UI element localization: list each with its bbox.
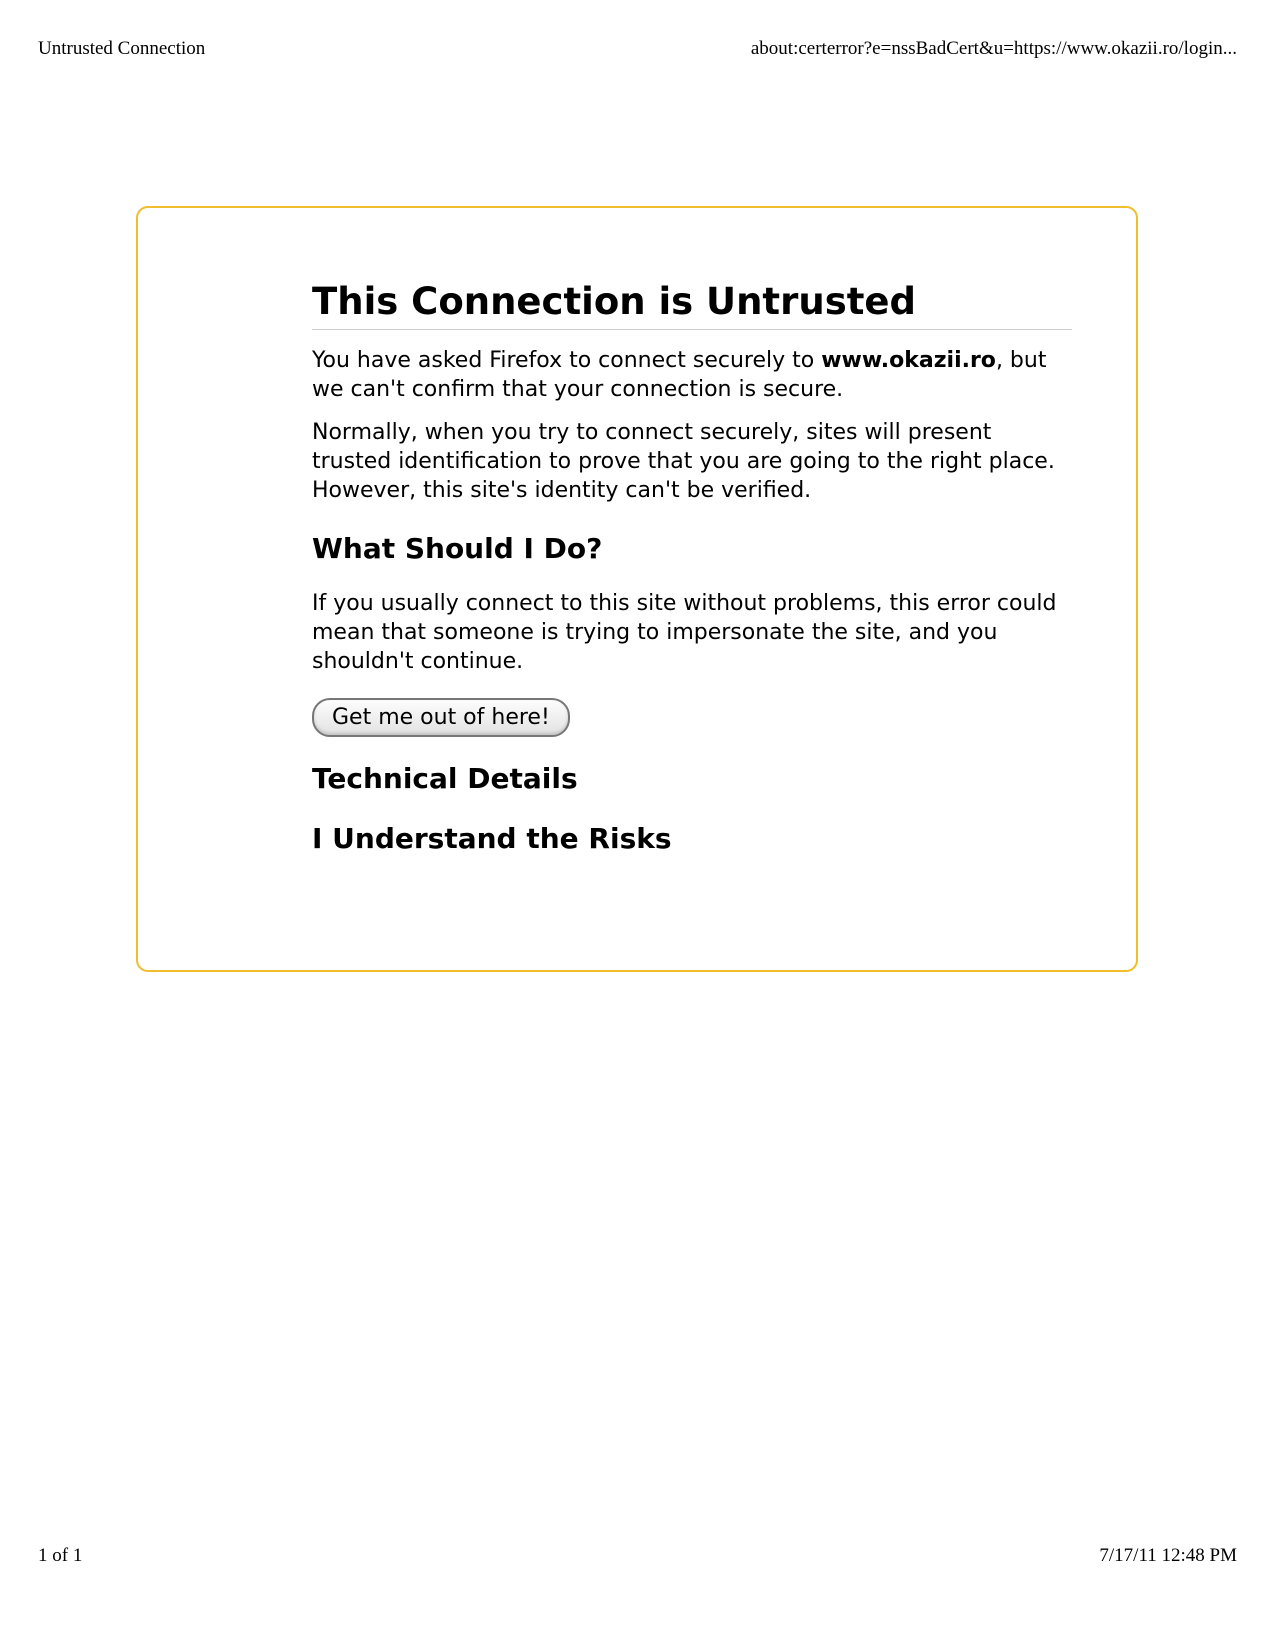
print-footer-datetime: 7/17/11 12:48 PM: [1099, 1545, 1237, 1566]
intro-host: www.okazii.ro: [821, 348, 996, 373]
what-should-i-do-heading: What Should I Do?: [312, 532, 603, 565]
print-footer-page: 1 of 1: [38, 1545, 83, 1566]
intro-after: , but we can't confirm that your connection is secure.: [312, 348, 1047, 402]
print-header-title: Untrusted Connection: [38, 38, 206, 59]
explanation-text: Normally, when you try to connect securely, sites will present trusted identification to prove that you are going to the right place. However, this site's identity can't be verified.: [312, 420, 1055, 503]
error-title: This Connection is Untrusted: [312, 278, 1072, 330]
get-me-out-button[interactable]: Get me out of here!: [312, 698, 570, 737]
technical-details-toggle[interactable]: Technical Details: [312, 762, 578, 795]
what-should-i-do-text: If you usually connect to this site without problems, this error could mean that someone is trying to impersonate the site, and you shouldn't continue.: [312, 591, 1057, 674]
intro-before: You have asked Firefox to connect securely to: [312, 348, 822, 373]
print-header-url: about:certerror?e=nssBadCert&u=https://www.okazii.ro/login...: [750, 38, 1237, 59]
understand-risks-toggle[interactable]: I Understand the Risks: [312, 822, 672, 855]
error-container: [136, 206, 1138, 972]
intro-text: [312, 346, 1072, 404]
